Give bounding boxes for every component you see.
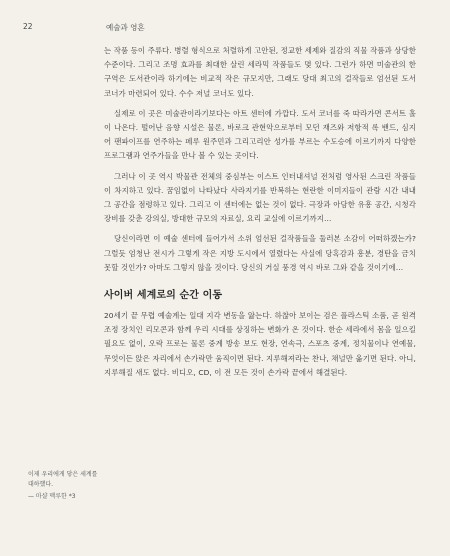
paragraph: 실제로 이 곳은 미술관이라기보다는 아트 센터에 가깝다. 도서 코너를 죽 따라가면 콘서트 홀이 나온다. 떨어난 음향 시설은 물론, 바로크 관현악으로부터 모던 재즈와 저항적 록 밴드, 심지어 팬파이프를 연주하는 페루 원주민과 그리고리안 성가를 부르는 수도승에 이르기까지 다양한 프로그램과 연주가들을 만나 볼 수 있는 곳이다. xyxy=(104,108,416,161)
page-number: 22 xyxy=(23,22,33,31)
paragraph: 는 작품 등이 주류다. 병렬 형식으로 처렬하게 고안된, 정교한 세제와 질감의 직물 작품과 상당한 수준이다. 그리고 조명 효과를 최대한 살린 세라믹 작품들도 몇 있다. 그런가 하면 미술관의 한 구역은 도서관이라 하기에는 비교적 작은 규모지만, 그래도 당대 최고의 걸작들로 엄선된 도서 코너가 마련되어 있다. 수수 저널 코너도 있다. xyxy=(104,46,416,98)
paragraph: 20세기 끝 무렵 예술계는 일대 지각 변동을 앓는다. 하찮아 보이는 검은 플라스틱 소품, 곧 원격 조정 장치인 리모콘과 함께 우리 시대를 상징하는 변화가 온 것이다. 한순 세라에서 몸을 일으킬 필요도 없이, 오락 프로는 물론 중계 방송 보도 현장, 연속극, 스포츠 중계, 정치물이나 연예물, 무엇이든 앉은 자리에서 손가락만 움직이면 된다. 지루해져라는 찬나, 채널만 옮기면 된다. 아니, 지루해질 새도 없다. 비디오, CD, 이 전 모든 것이 손가락 끝에서 해결된다. xyxy=(104,311,416,377)
page-header xyxy=(23,22,430,36)
sidenote-quote xyxy=(28,470,100,502)
section-title: 사이버 세계로의 순간 이동 xyxy=(104,290,223,302)
paragraph: 당신이라면 이 예술 센터에 들어가서 소위 엄선된 걸작품들을 둘러본 소감이 어떠하겠는가? 그럴듯 엄청난 전시가 그렇게 작은 지방 도시에서 열렸다는 사실에 당혹감과 흥분, 경탄을 금치 못할 것인가? 아마도 그렇지 않을 것이다. 당신의 거실 풍경 역시 바로 그와 같을 것이기에… xyxy=(104,234,416,272)
body-text xyxy=(104,44,416,386)
paragraph: 그러나 이 곳 역시 박물관 전체의 중심부는 이스트 인터내셔널 전처럼 영사된 스크린 작품들이 차지하고 있다. 꿈임없이 나타났다 사라지기를 반복하는 현란한 이미지들이 관람 시간 내내 그 공간을 점령하고 있다. 그리고 이 센터에는 없는 것이 없다. 극장과 아담한 유흥 공간, 시청각 장비를 갖춘 강의실, 방대한 규모의 자료실, 요리 교실에 이르기까지… xyxy=(104,171,416,224)
sidenote-author: — 마샬 맥루한 *3 xyxy=(28,493,76,500)
running-title: 예술과 영혼 xyxy=(106,23,145,32)
sidenote-text: 이제 우리에게 닿은 세계를 대하했다. xyxy=(28,471,98,488)
